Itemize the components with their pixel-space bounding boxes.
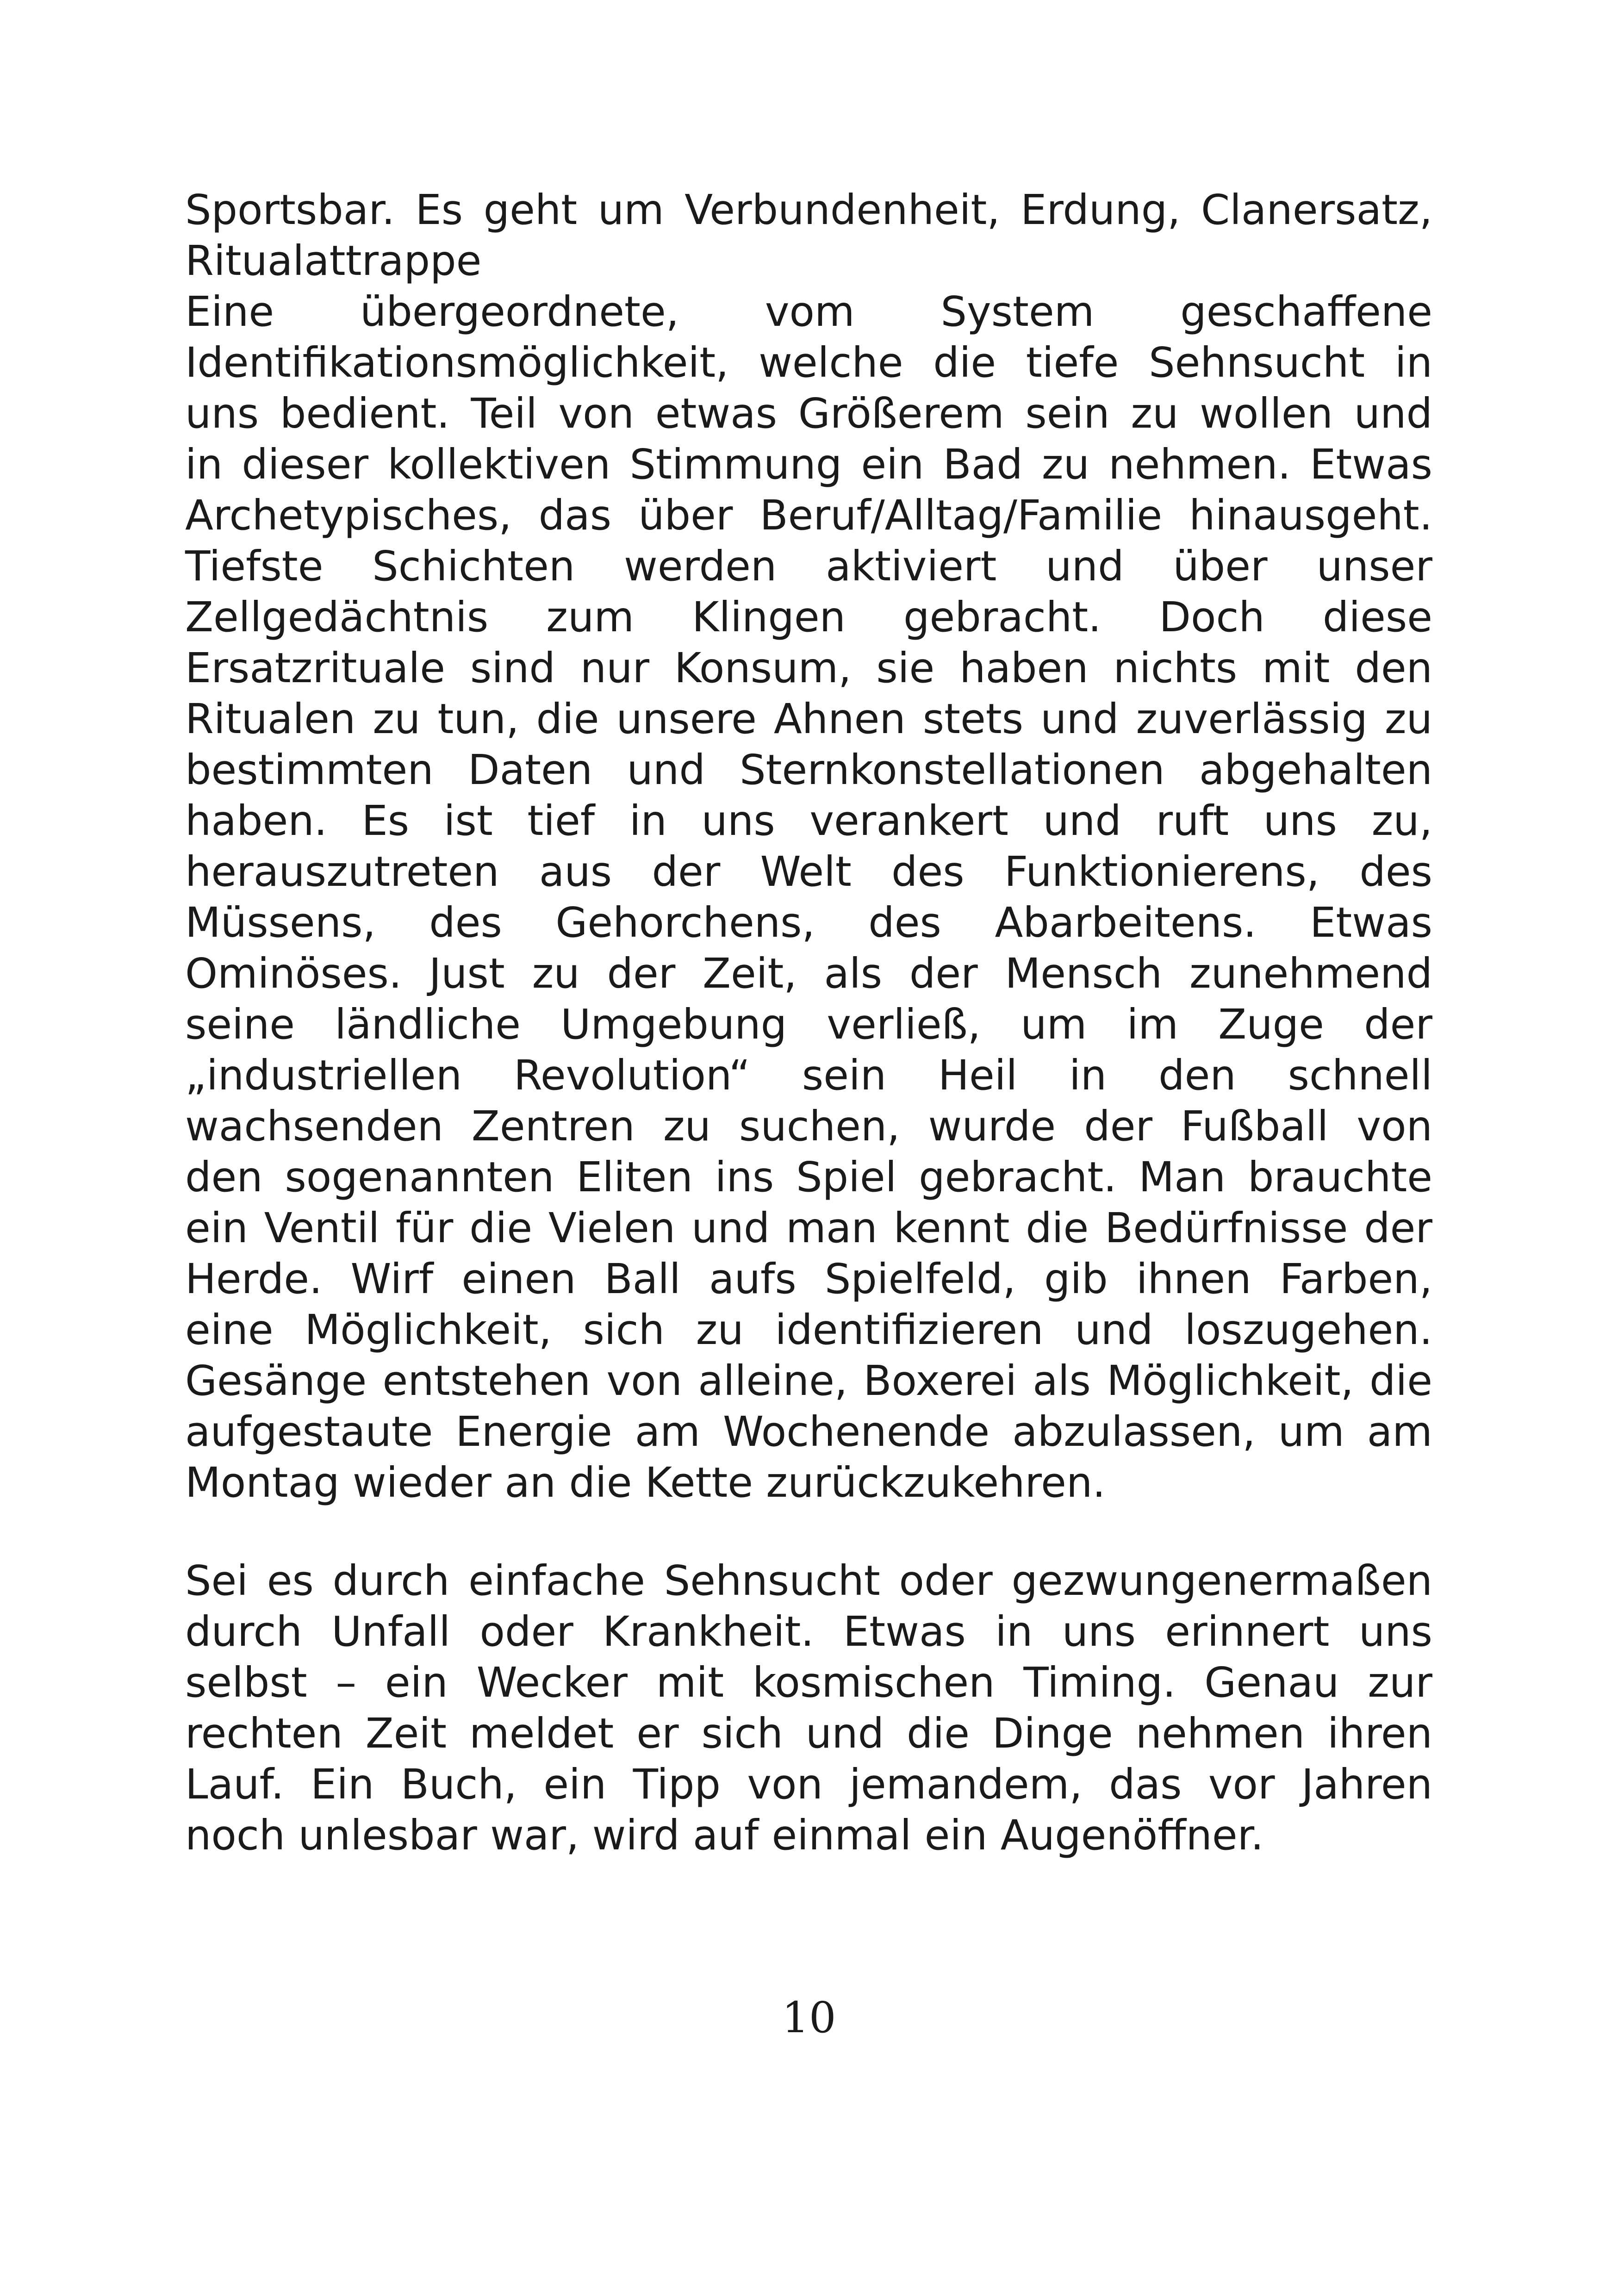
- text-line: aufgestaute Energie am Wochenende abzulassen, um am: [185, 1407, 1432, 1456]
- paragraph-1: [185, 184, 1432, 1508]
- text-line: noch unlesbar war, wird auf einmal ein Augenöffner.: [185, 1811, 1264, 1859]
- text-line: uns bedient. Teil von etwas Größerem sein zu wollen und: [185, 389, 1432, 437]
- text-line: rechten Zeit meldet er sich und die Dinge nehmen ihren: [185, 1709, 1432, 1757]
- text-line: Ersatzrituale sind nur Konsum, sie haben nichts mit den: [185, 644, 1432, 692]
- text-line: Archetypisches, das über Beruf/Alltag/Familie hinausgeht.: [185, 491, 1432, 539]
- text-line: Lauf. Ein Buch, ein Tipp von jemandem, das vor Jahren: [185, 1760, 1432, 1808]
- text-line: eine Möglichkeit, sich zu identifizieren und loszugehen.: [185, 1306, 1432, 1354]
- paragraph-2: [185, 1555, 1432, 1860]
- text-line: in dieser kollektiven Stimmung ein Bad zu nehmen. Etwas: [185, 440, 1432, 488]
- text-line: durch Unfall oder Krankheit. Etwas in uns erinnert uns: [185, 1607, 1432, 1655]
- text-line: Gesänge entstehen von alleine, Boxerei als Möglichkeit, die: [185, 1356, 1432, 1405]
- text-line: „industriellen Revolution“ sein Heil in den schnell: [185, 1051, 1432, 1099]
- text-line: Herde. Wirf einen Ball aufs Spielfeld, gib ihnen Farben,: [185, 1255, 1432, 1303]
- text-line: selbst – ein Wecker mit kosmischen Timing. Genau zur: [185, 1658, 1432, 1706]
- text-line: ein Ventil für die Vielen und man kennt die Bedürfnisse der: [185, 1204, 1432, 1252]
- text-line: seine ländliche Umgebung verließ, um im Zuge der: [185, 1000, 1432, 1048]
- text-line: Sei es durch einfache Sehnsucht oder gezwungenermaßen: [185, 1556, 1432, 1605]
- text-line: Sportsbar. Es geht um Verbundenheit, Erdung, Clanersatz,: [185, 186, 1432, 234]
- text-line: herauszutreten aus der Welt des Funktionierens, des: [185, 847, 1432, 896]
- text-line: Tiefste Schichten werden aktiviert und über unser: [185, 542, 1432, 590]
- text-line: wachsenden Zentren zu suchen, wurde der Fußball von: [185, 1102, 1432, 1150]
- page-number: 10: [782, 1993, 836, 2042]
- text-line: Ritualen zu tun, die unsere Ahnen stets und zuverlässig zu: [185, 695, 1432, 743]
- text-line: Ominöses. Just zu der Zeit, als der Mensch zunehmend: [185, 949, 1432, 997]
- text-line: Zellgedächtnis zum Klingen gebracht. Doch diese: [185, 593, 1432, 641]
- text-line: den sogenannten Eliten ins Spiel gebracht. Man brauchte: [185, 1153, 1432, 1201]
- text-line: Müssens, des Gehorchens, des Abarbeitens. Etwas: [185, 898, 1432, 946]
- text-line: Eine übergeordnete, vom System geschaffene: [185, 287, 1432, 336]
- text-line: Identifikationsmöglichkeit, welche die tiefe Sehnsucht in: [185, 338, 1432, 386]
- text-line: bestimmten Daten und Sternkonstellationen abgehalten: [185, 746, 1432, 794]
- text-line: Montag wieder an die Kette zurückzukehren.: [185, 1458, 1106, 1506]
- text-line: Ritualattrappe: [185, 236, 482, 285]
- text-line: haben. Es ist tief in uns verankert und ruft uns zu,: [185, 796, 1432, 845]
